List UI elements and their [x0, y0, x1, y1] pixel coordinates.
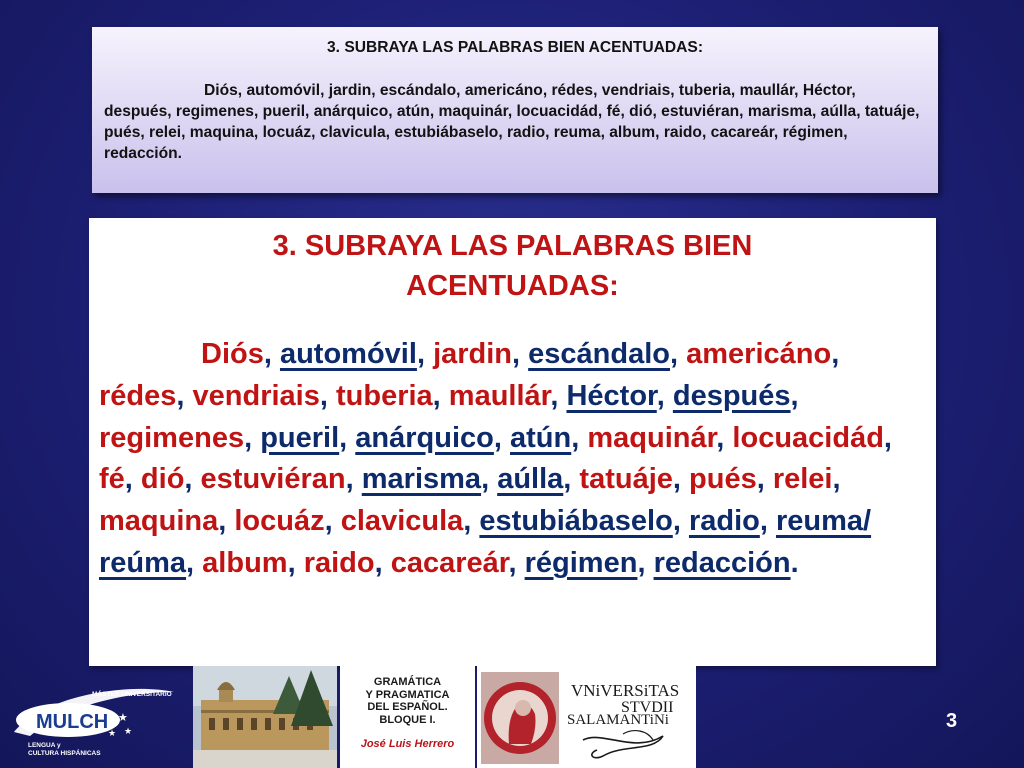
- course-line2: Y PRAGMATICA: [365, 688, 450, 701]
- word-separator: ,: [656, 379, 673, 412]
- word-separator: ,: [571, 421, 588, 454]
- course-line1: GRAMÁTICA: [373, 676, 442, 688]
- incorrect-word: locuacidád: [732, 421, 884, 454]
- exercise-summary-box: [92, 27, 938, 193]
- correct-word: anárquico: [355, 421, 494, 454]
- footer-bar: [0, 666, 1024, 768]
- correct-word: estubiábaselo: [479, 505, 673, 538]
- word-separator: ,: [319, 379, 336, 412]
- mulch-logo: [8, 674, 178, 759]
- univ-logo-line1: VNiVERSiTAS: [571, 681, 680, 700]
- word-separator: ,: [374, 546, 391, 579]
- correct-word: escándalo: [528, 338, 670, 370]
- incorrect-word: locuáz: [234, 505, 325, 538]
- word-separator: ,: [512, 338, 529, 370]
- word-separator: ,: [550, 379, 567, 412]
- mulch-name: MULCH: [36, 711, 109, 733]
- correct-word: Héctor: [566, 379, 657, 412]
- correct-word: atún: [510, 421, 572, 454]
- exercise-answer-box: [89, 218, 936, 666]
- building-photo: [193, 666, 337, 768]
- incorrect-word: dió: [140, 463, 185, 496]
- incorrect-word: tatuáje: [579, 463, 673, 496]
- word-separator: ,: [672, 463, 690, 496]
- word-separator: ,: [756, 463, 773, 496]
- word-separator: ,: [790, 379, 799, 412]
- word-separator: ,: [883, 421, 892, 454]
- word-separator: ,: [716, 421, 733, 454]
- word-separator: ,: [186, 546, 203, 579]
- course-info-panel: [340, 666, 475, 768]
- word-separator: ,: [463, 505, 480, 538]
- incorrect-word: maquinár: [587, 421, 717, 454]
- incorrect-word: estuviéran: [200, 463, 346, 496]
- incorrect-word: jardin: [433, 338, 513, 370]
- incorrect-word: tuberia: [335, 379, 433, 412]
- university-seal-image: [477, 666, 563, 768]
- word-separator: ,: [184, 463, 201, 496]
- word-separator: ,: [508, 546, 525, 579]
- correct-word: automóvil: [279, 338, 417, 370]
- word-separator: ,: [563, 463, 580, 496]
- word-separator: ,: [493, 421, 511, 454]
- word-separator: ,: [759, 505, 776, 538]
- course-line4: BLOQUE I.: [379, 713, 436, 726]
- word-separator: ,: [831, 338, 840, 370]
- incorrect-word: cacareár: [390, 546, 509, 579]
- word-separator: ,: [432, 379, 449, 412]
- course-line3: DEL ESPAÑOL.: [367, 701, 448, 713]
- incorrect-word: clavicula: [340, 505, 464, 538]
- incorrect-word: Diós: [201, 338, 264, 370]
- word-separator: ,: [670, 338, 687, 370]
- incorrect-word: fé: [99, 463, 125, 496]
- correct-word: régimen: [524, 546, 638, 579]
- author-name: José Luis Herrero: [360, 738, 455, 750]
- incorrect-word: vendriais: [192, 379, 320, 412]
- mulch-bottom-line1: LENGUA y: [28, 742, 61, 749]
- correct-word: redacción: [653, 546, 791, 579]
- correct-word: después: [672, 379, 791, 412]
- word-separator: ,: [263, 338, 280, 370]
- incorrect-word: pués: [689, 463, 757, 496]
- summary-title: 3. SUBRAYA LAS PALABRAS BIEN ACENTUADAS:: [326, 39, 704, 56]
- word-separator: ,: [672, 505, 689, 538]
- word-separator: ,: [416, 338, 434, 370]
- word-separator: ,: [244, 421, 261, 454]
- word-separator: ,: [637, 546, 654, 579]
- summary-word-list: Diós, automóvil, jardin, escándalo, americáno, rédes, vendriais, tuberia, maullár, Héctor, después, regimenes, pueril, anárquico, atún, maquinár, locuacidád, fé, dió, estuviéran, marisma, aúlla, tatuáje, pués, relei, maquina, locuáz, clavicula, estubiábaselo, radio, reuma, album, raido, cacareár, régimen, redacción.: [104, 82, 920, 162]
- star-icon: ★: [124, 726, 133, 736]
- word-separator: ,: [345, 463, 362, 496]
- university-logo: [563, 666, 696, 768]
- incorrect-word: maquina: [99, 505, 219, 538]
- correct-word: radio: [688, 505, 760, 538]
- mulch-top-text: MÁSTER UNIVERSITARIO: [92, 691, 172, 698]
- incorrect-word: regimenes: [99, 421, 245, 454]
- star-icon: ★: [118, 712, 128, 724]
- correct-word: marisma: [361, 463, 482, 496]
- incorrect-word: rédes: [99, 379, 177, 412]
- correct-word: aúlla: [497, 463, 564, 496]
- correct-word: reuma/ reúma: [99, 505, 872, 579]
- univ-logo-line3: SALAMANTiNi: [567, 712, 669, 728]
- mulch-bottom-line2: CULTURA HISPÁNICAS: [28, 750, 101, 757]
- incorrect-word: album: [202, 546, 288, 579]
- word-separator: ,: [218, 505, 235, 538]
- answer-title: 3. SUBRAYA LAS PALABRAS BIEN ACENTUADAS:: [272, 230, 753, 302]
- word-separator: .: [790, 546, 799, 579]
- word-separator: ,: [176, 379, 193, 412]
- correct-word: pueril: [260, 421, 340, 454]
- word-separator: ,: [124, 463, 141, 496]
- incorrect-word: raido: [303, 546, 375, 579]
- word-separator: ,: [339, 421, 356, 454]
- incorrect-word: maullár: [448, 379, 551, 412]
- answer-word-list: [99, 334, 926, 585]
- univ-logo-line2: STVDII: [621, 699, 674, 716]
- star-icon: ★: [108, 728, 117, 738]
- incorrect-word: relei: [772, 463, 833, 496]
- incorrect-word: americáno: [686, 338, 832, 370]
- word-separator: ,: [481, 463, 498, 496]
- slide-page-number: 3: [946, 710, 958, 732]
- word-separator: ,: [832, 463, 841, 496]
- word-separator: ,: [324, 505, 341, 538]
- word-separator: ,: [287, 546, 304, 579]
